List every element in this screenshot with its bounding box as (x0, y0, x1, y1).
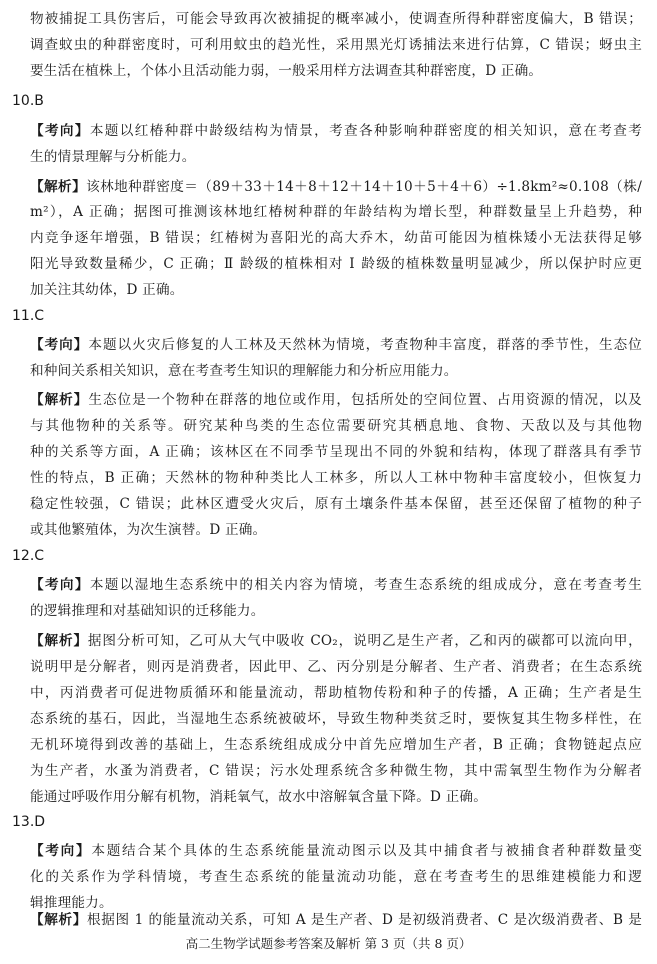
kaoxiang-text: 本题以红椿种群中龄级结构为情景，考查各种影响种群密度的相关知识，意在考查考 (89, 123, 642, 139)
jiexi-text: 据图分析可知，乙可从大气中吸收 CO₂，说明乙是生产者，乙和丙的碳都可以流向甲， (87, 633, 642, 649)
jiexi-line: 说明甲是分解者，则丙是消费者，因此甲、乙、丙分别是分解者、生产者、消费者；在生态系统 (30, 659, 642, 675)
jiexi-tag: 【解析】 (30, 912, 87, 928)
kaoxiang-line: 和种间关系相关知识，意在考查考生知识的理解能力和分析应用能力。 (30, 363, 458, 379)
question-number: 11.C (12, 308, 45, 324)
kaoxiang-line: 化的关系作为学科情境，考查生态系统的能量流动功能，意在考查考生的思维建模能力和逻 (30, 869, 642, 885)
kaoxiang-tag: 【考向】 (30, 123, 90, 139)
kaoxiang-line (30, 576, 642, 595)
kaoxiang-tag: 【考向】 (30, 577, 90, 593)
kaoxiang-line: 辑推理能力。 (30, 895, 113, 911)
jiexi-line: 阳光导致数量稀少，C 正确；Ⅱ 龄级的植株相对 Ⅰ 龄级的植株数量明显减少，所以保护时应更 (30, 256, 642, 272)
jiexi-line: 或其他繁殖体，为次生演替。D 正确。 (30, 522, 267, 538)
jiexi-line: m²），A 正确；据图可推测该林地红椿树种群的年龄结构为增长型，种群数量呈上升趋势，种 (30, 204, 642, 220)
jiexi-text: 生态位是一个物种在群落的地位或作用，包括所处的空间位置、占用资源的情况，以及 (88, 392, 642, 408)
jiexi-line: 能通过呼吸作用分解有机物，消耗氧气，故水中溶解氧含量下降。D 正确。 (30, 789, 488, 805)
jiexi-line: 为生产者，水蚤为消费者，C 错误；污水处理系统含多种微生物，其中需氧型生物作为分解者 (30, 763, 642, 779)
jiexi-tag: 【解析】 (30, 179, 87, 195)
kaoxiang-line: 的逻辑推理和对基础知识的迁移能力。 (30, 603, 265, 619)
intro-line: 要生活在植株上，个体小且活动能力弱，一般采用样方法调查其种群密度，D 正确。 (30, 63, 543, 79)
jiexi-line: 无机环境得到改善的基础上，生态系统组成成分中首先应增加生产者，B 正确；食物链起点应 (30, 737, 642, 753)
kaoxiang-text: 本题结合某个具体的生态系统能量流动图示以及其中捕食者与被捕食者种群数量变 (91, 843, 642, 859)
jiexi-line: 中，丙消费者可促进物质循环和能量流动，帮助植物传粉和种子的传播，A 正确；生产者是生 (30, 685, 642, 701)
jiexi-line: 态系统的基石，因此，当湿地生态系统被破坏，导致生物种类贫乏时，要恢复其生物多样性，在 (30, 711, 642, 727)
question-number: 10.B (12, 93, 44, 109)
jiexi-line: 稳定性较强，C 错误；此林区遭受火灾后，原有土壤条件基本保留，甚至还保留了植物的种子 (30, 496, 642, 512)
kaoxiang-tag: 【考向】 (30, 843, 92, 859)
kaoxiang-line (30, 336, 642, 355)
jiexi-line (30, 911, 642, 930)
intro-line: 物被捕捉工具伤害后，可能会导致再次被捕捉的概率减小，使调查所得种群密度偏大，B 错误； (30, 11, 642, 27)
jiexi-text: 根据图 1 的能量流动关系，可知 A 是生产者、D 是初级消费者、C 是次级消费者、B 是 (86, 912, 642, 928)
jiexi-line (30, 178, 642, 197)
jiexi-tag: 【解析】 (30, 392, 89, 408)
intro-line: 调查蚊虫的种群密度时，可利用蚊虫的趋光性，采用黑光灯诱捕法来进行估算，C 错误；蚜虫主 (30, 37, 642, 53)
kaoxiang-tag: 【考向】 (30, 337, 89, 353)
jiexi-line: 性的特点，B 正确；天然林的物种种类比人工林多，所以人工林中物种丰富度较小，但恢复力 (30, 470, 642, 486)
jiexi-tag: 【解析】 (30, 633, 88, 649)
jiexi-line (30, 632, 642, 651)
jiexi-line: 内竞争逐年增强，B 错误；红椿树为喜阳光的高大乔木，幼苗可能因为植株矮小无法获得足够 (30, 230, 642, 246)
question-number: 13.D (12, 814, 46, 830)
jiexi-line: 加关注其幼体，D 正确。 (30, 282, 184, 298)
jiexi-text: 该林地种群密度＝（89＋33＋14＋8＋12＋14＋10＋5＋4＋6）÷1.8km²≈0.108（株/ (86, 179, 642, 195)
kaoxiang-line (30, 842, 642, 861)
kaoxiang-text: 本题以火灾后修复的人工林及天然林为情境，考查物种丰富度，群落的季节性，生态位 (88, 337, 642, 353)
jiexi-line (30, 391, 642, 410)
jiexi-line: 种的关系等方面，A 正确；该林区在不同季节呈现出不同的外貌和结构，体现了群落具有季节 (30, 444, 642, 460)
page-footer: 高二生物学试题参考答案及解析 第 3 页（共 8 页） (185, 936, 472, 951)
question-number: 12.C (12, 548, 45, 564)
kaoxiang-text: 本题以湿地生态系统中的相关内容为情境，考查生态系统的组成成分，意在考查考生 (89, 577, 642, 593)
kaoxiang-line (30, 122, 642, 141)
kaoxiang-line: 生的情景理解与分析能力。 (30, 149, 196, 165)
jiexi-line: 与其他物种的关系等。研究某种鸟类的生态位需要研究其栖息地、食物、天敌以及与其他物 (30, 418, 642, 434)
